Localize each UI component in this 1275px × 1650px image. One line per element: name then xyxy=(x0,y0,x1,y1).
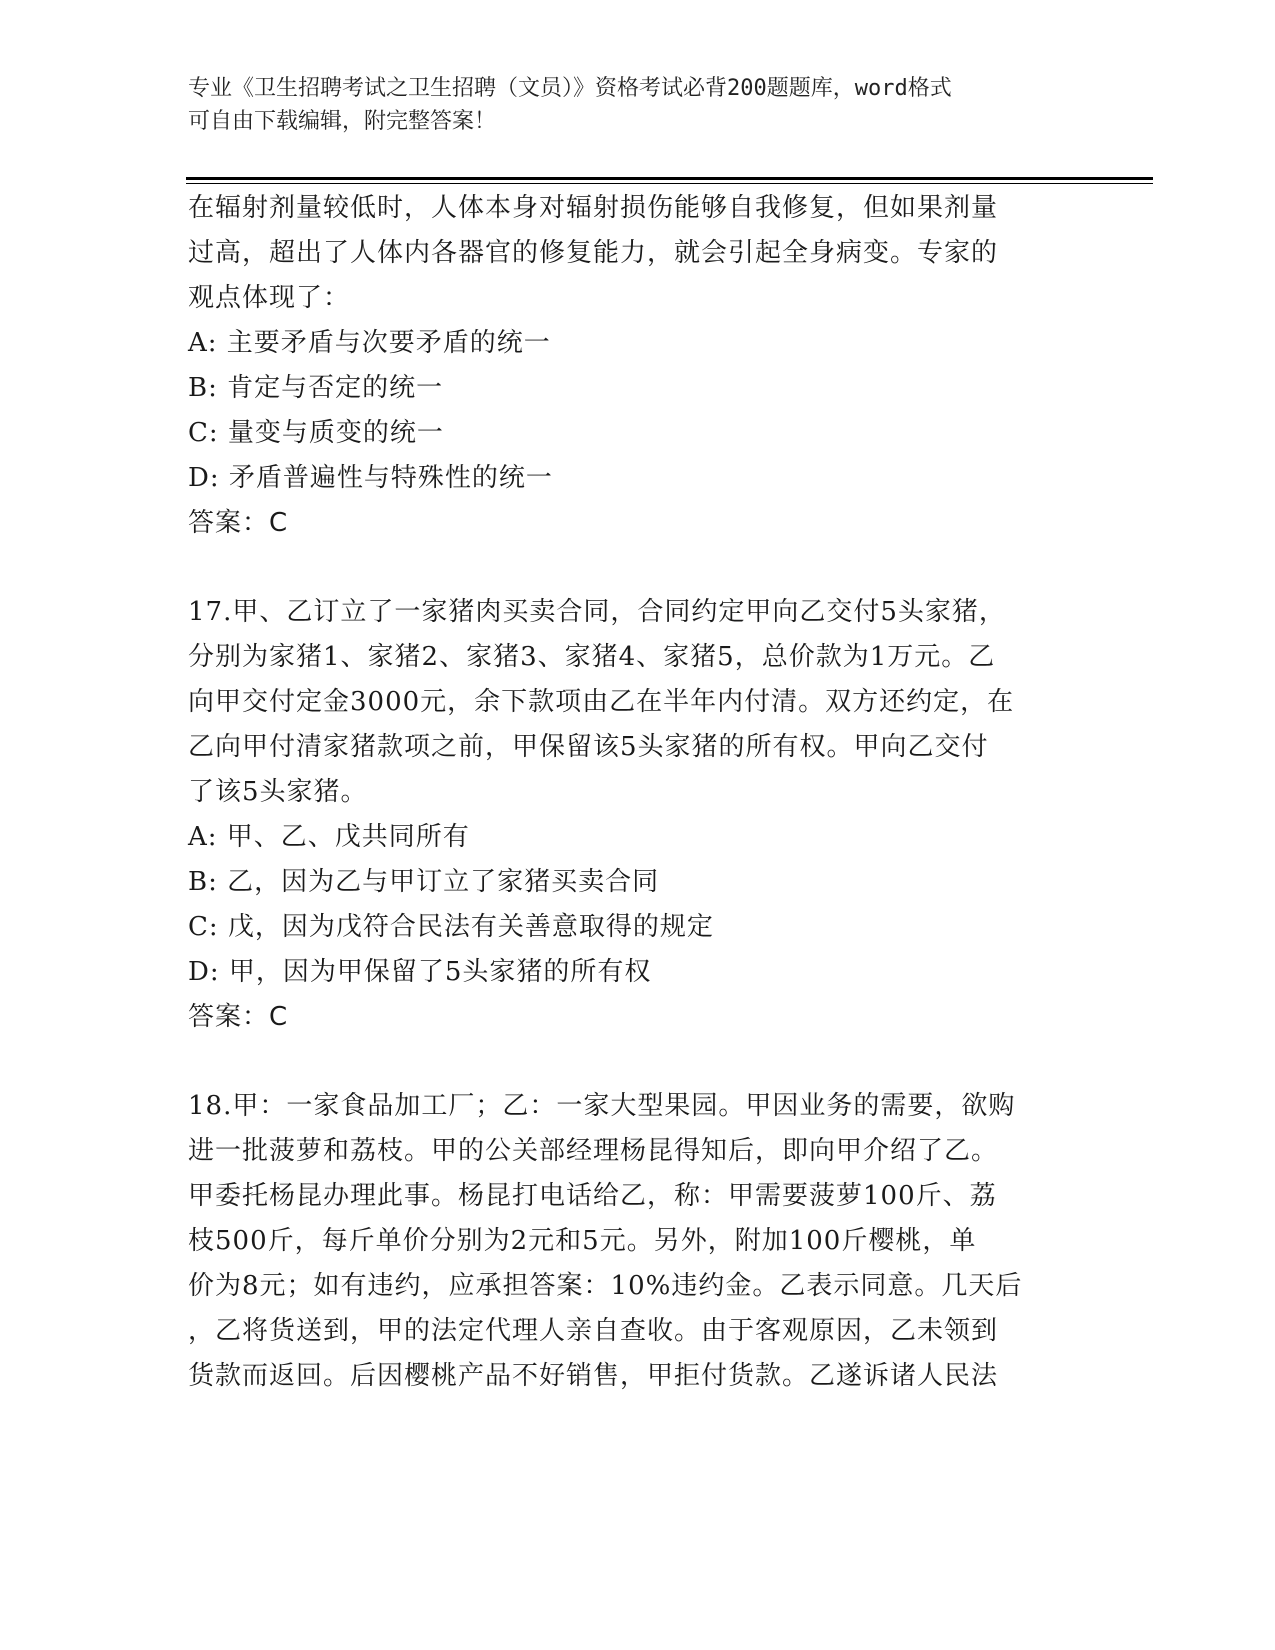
stem-line: 货款而返回。后因樱桃产品不好销售，甲拒付货款。乙遂诉诸人民法 xyxy=(188,1361,999,1391)
spacer xyxy=(188,546,1088,590)
stem-line: 分别为家猪1、家猪2、家猪3、家猪4、家猪5，总价款为1万元。乙 xyxy=(188,642,996,672)
question-16-option-d: D: 矛盾普遍性与特殊性的统一 xyxy=(188,463,553,493)
question-17-stem xyxy=(188,590,1088,815)
header-rule-thin xyxy=(186,183,1153,184)
stem-line: 进一批菠萝和荔枝。甲的公关部经理杨昆得知后，即向甲介绍了乙。 xyxy=(188,1136,999,1166)
stem-line: 价为8元；如有违约，应承担答案：10%违约金。乙表示同意。几天后 xyxy=(188,1271,1023,1301)
page-header xyxy=(188,72,1088,138)
stem-line: 观点体现了： xyxy=(188,283,351,313)
question-17-answer: 答案：C xyxy=(188,1002,289,1032)
stem-line: ，乙将货送到，甲的法定代理人亲自查收。由于客观原因，乙未领到 xyxy=(188,1316,999,1346)
question-16-option-c: C: 量变与质变的统一 xyxy=(188,418,444,448)
question-16-stem xyxy=(188,186,1088,321)
question-17-option-a: A: 甲、乙、戊共同所有 xyxy=(188,822,470,852)
header-rule-thick xyxy=(186,177,1153,180)
stem-line: 18.甲：一家食品加工厂；乙：一家大型果园。甲因业务的需要，欲购 xyxy=(188,1091,1016,1121)
spacer xyxy=(188,1040,1088,1084)
header-line-2: 可自由下载编辑，附完整答案！ xyxy=(188,109,497,134)
header-line-1: 专业《卫生招聘考试之卫生招聘（文员）》资格考试必背200题题库，word格式 xyxy=(188,76,952,101)
stem-line: 17.甲、乙订立了一家猪肉买卖合同，合同约定甲向乙交付5头家猪， xyxy=(188,597,1006,627)
stem-line: 在辐射剂量较低时，人体本身对辐射损伤能够自我修复，但如果剂量 xyxy=(188,193,999,223)
stem-line: 过高，超出了人体内各器官的修复能力，就会引起全身病变。专家的 xyxy=(188,238,999,268)
stem-line: 了该5头家猪。 xyxy=(188,777,368,807)
question-content xyxy=(188,186,1088,1399)
stem-line: 乙向甲付清家猪款项之前，甲保留该5头家猪的所有权。甲向乙交付 xyxy=(188,732,989,762)
stem-line: 向甲交付定金3000元，余下款项由乙在半年内付清。双方还约定，在 xyxy=(188,687,1015,717)
question-17-option-d: D: 甲，因为甲保留了5头家猪的所有权 xyxy=(188,957,652,987)
question-17-option-c: C: 戊，因为戊符合民法有关善意取得的规定 xyxy=(188,912,714,942)
stem-line: 枝500斤，每斤单价分别为2元和5元。另外，附加100斤樱桃，单 xyxy=(188,1226,977,1256)
question-16-option-a: A: 主要矛盾与次要矛盾的统一 xyxy=(188,328,551,358)
question-16-option-b: B: 肯定与否定的统一 xyxy=(188,373,444,403)
question-16-answer: 答案：C xyxy=(188,508,289,538)
stem-line: 甲委托杨昆办理此事。杨昆打电话给乙，称：甲需要菠萝100斤、荔 xyxy=(188,1181,997,1211)
question-18-stem xyxy=(188,1084,1088,1399)
question-17-option-b: B: 乙，因为乙与甲订立了家猪买卖合同 xyxy=(188,867,660,897)
